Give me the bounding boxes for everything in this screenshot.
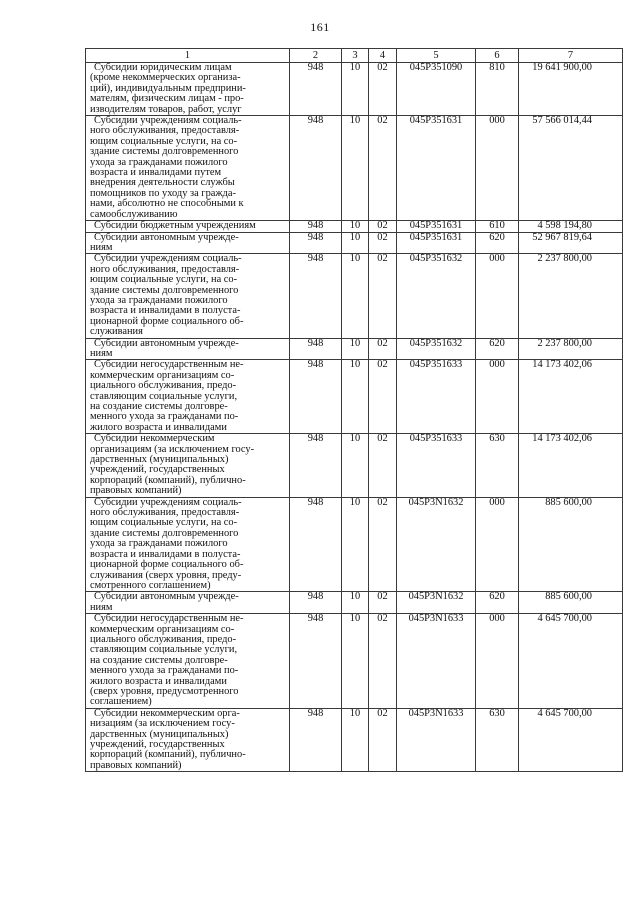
description-line: возраста и инвалидами путем xyxy=(90,167,222,179)
expense-type-cell: 620 xyxy=(476,232,519,254)
description-cell xyxy=(86,254,290,338)
description-line: ухода за гражданами пожилого xyxy=(90,156,228,168)
description-line: ставляющим социальные услуги, xyxy=(90,644,238,656)
table-row xyxy=(86,497,623,592)
description-line: жилого возраста и инвалидами xyxy=(90,675,227,687)
ministry-code-cell: 948 xyxy=(290,221,342,232)
section-code-cell: 10 xyxy=(342,497,369,592)
ministry-code-cell: 948 xyxy=(290,497,342,592)
table-row xyxy=(86,614,623,709)
target-article-cell: 045P3N1633 xyxy=(397,708,476,771)
description-cell xyxy=(86,232,290,254)
description-line: Субсидии учреждениям социаль- xyxy=(94,115,242,127)
expense-type-cell: 620 xyxy=(476,338,519,360)
description-line: здание системы долговременного xyxy=(90,527,239,539)
description-line: на создание системы долговре- xyxy=(90,654,228,666)
description-line: здание системы долговременного xyxy=(90,284,239,296)
expense-type-cell: 000 xyxy=(476,254,519,338)
ministry-code-cell: 948 xyxy=(290,254,342,338)
description-line: ционарной форме социального об- xyxy=(90,315,244,327)
amount-cell: 4 645 700,00 xyxy=(519,614,623,709)
expense-type-cell: 000 xyxy=(476,614,519,709)
amount-cell: 52 967 819,64 xyxy=(519,232,623,254)
description-line: ционарной форме социального об- xyxy=(90,559,244,571)
description-line: коммерческим организациям со- xyxy=(90,369,235,381)
description-line: низациям (за исключением госу- xyxy=(90,718,235,730)
description-cell xyxy=(86,63,290,116)
subsection-code-cell: 02 xyxy=(369,614,397,709)
description-cell xyxy=(86,338,290,360)
description-line: правовых компаний) xyxy=(90,759,182,771)
table-row xyxy=(86,592,623,614)
expense-type-cell: 610 xyxy=(476,221,519,232)
header-cell: 2 xyxy=(290,49,342,63)
table-row xyxy=(86,338,623,360)
description-line: коммерческим организациям со- xyxy=(90,623,235,635)
description-cell xyxy=(86,497,290,592)
amount-cell: 885 600,00 xyxy=(519,497,623,592)
section-code-cell: 10 xyxy=(342,63,369,116)
header-cell: 7 xyxy=(519,49,623,63)
description-line: служивания (сверх уровня, преду- xyxy=(90,569,242,581)
amount-cell: 2 237 800,00 xyxy=(519,338,623,360)
target-article-cell: 045P3N1632 xyxy=(397,592,476,614)
table-row xyxy=(86,232,623,254)
table-row xyxy=(86,63,623,116)
header-cell: 6 xyxy=(476,49,519,63)
subsection-code-cell: 02 xyxy=(369,708,397,771)
subsection-code-cell: 02 xyxy=(369,360,397,434)
description-line: (кроме некоммерческих организа- xyxy=(90,72,241,84)
expense-type-cell: 000 xyxy=(476,497,519,592)
table-row xyxy=(86,221,623,232)
description-line: соглашением) xyxy=(90,696,152,708)
table-row xyxy=(86,254,623,338)
description-line: организациям (за исключением госу- xyxy=(90,443,255,455)
subsection-code-cell: 02 xyxy=(369,116,397,221)
description-line: Субсидии юридическим лицам xyxy=(94,62,232,73)
description-line: возраста и инвалидами в полуста- xyxy=(90,548,241,560)
description-line: возраста и инвалидами в полуста- xyxy=(90,305,241,317)
description-cell xyxy=(86,592,290,614)
amount-cell: 14 173 402,06 xyxy=(519,434,623,497)
subsection-code-cell: 02 xyxy=(369,338,397,360)
ministry-code-cell: 948 xyxy=(290,592,342,614)
description-cell xyxy=(86,614,290,709)
description-line: Субсидии негосударственным не- xyxy=(94,359,244,371)
amount-cell: 19 641 900,00 xyxy=(519,63,623,116)
header-cell: 1 xyxy=(86,49,290,63)
description-line: ниям xyxy=(90,241,113,253)
header-cell: 3 xyxy=(342,49,369,63)
amount-cell: 885 600,00 xyxy=(519,592,623,614)
target-article-cell: 045P351632 xyxy=(397,254,476,338)
ministry-code-cell: 948 xyxy=(290,232,342,254)
ministry-code-cell: 948 xyxy=(290,360,342,434)
section-code-cell: 10 xyxy=(342,614,369,709)
description-line: ухода за гражданами пожилого xyxy=(90,294,228,306)
description-line: учреждений, государственных xyxy=(90,739,225,750)
amount-cell: 14 173 402,06 xyxy=(519,360,623,434)
subsection-code-cell: 02 xyxy=(369,592,397,614)
description-line: Субсидии негосударственным не- xyxy=(94,613,244,625)
description-line: (сверх уровня, предусмотренного xyxy=(90,685,239,697)
subsection-code-cell: 02 xyxy=(369,254,397,338)
description-line: нами, абсолютно не способными к xyxy=(90,198,244,210)
description-line: ниям xyxy=(90,601,113,613)
description-line: Субсидии учреждениям социаль- xyxy=(94,496,242,508)
header-cell: 4 xyxy=(369,49,397,63)
expense-type-cell: 620 xyxy=(476,592,519,614)
description-cell xyxy=(86,708,290,771)
section-code-cell: 10 xyxy=(342,221,369,232)
description-line: смотренного соглашением) xyxy=(90,579,211,591)
description-line: ющим социальные услуги, на со- xyxy=(90,135,238,147)
description-cell xyxy=(86,360,290,434)
description-line: ного обслуживания, предоставля- xyxy=(90,263,240,275)
section-code-cell: 10 xyxy=(342,360,369,434)
description-line: Субсидии автономным учрежде- xyxy=(94,231,239,243)
description-line: внедрения деятельности службы xyxy=(90,177,235,189)
description-line: Субсидии автономным учрежде- xyxy=(94,337,239,349)
target-article-cell: 045P351090 xyxy=(397,63,476,116)
budget-table xyxy=(85,48,623,772)
table-row xyxy=(86,708,623,771)
expense-type-cell: 630 xyxy=(476,708,519,771)
description-line: самообслуживанию xyxy=(90,208,178,220)
description-line: Субсидии некоммерческим орга- xyxy=(94,707,240,719)
description-cell xyxy=(86,221,290,232)
subsection-code-cell: 02 xyxy=(369,221,397,232)
description-line: ставляющим социальные услуги, xyxy=(90,390,238,402)
description-line: ющим социальные услуги, на со- xyxy=(90,274,238,286)
description-cell xyxy=(86,434,290,497)
amount-cell: 4 598 194,80 xyxy=(519,221,623,232)
section-code-cell: 10 xyxy=(342,232,369,254)
expense-type-cell: 630 xyxy=(476,434,519,497)
expense-type-cell: 000 xyxy=(476,116,519,221)
section-code-cell: 10 xyxy=(342,338,369,360)
subsection-code-cell: 02 xyxy=(369,434,397,497)
target-article-cell: 045P351631 xyxy=(397,116,476,221)
table-header-row xyxy=(86,49,623,63)
description-line: изводителям товаров, работ, услуг xyxy=(90,103,242,115)
description-line: здание системы долговременного xyxy=(90,146,239,158)
ministry-code-cell: 948 xyxy=(290,338,342,360)
description-line: корпораций (компаний), публично- xyxy=(90,749,246,761)
description-line: ного обслуживания, предоставля- xyxy=(90,125,240,137)
description-line: Субсидии автономным учрежде- xyxy=(94,591,239,603)
amount-cell: 57 566 014,44 xyxy=(519,116,623,221)
description-line: Субсидии учреждениям социаль- xyxy=(94,253,242,265)
target-article-cell: 045P351633 xyxy=(397,360,476,434)
subsection-code-cell: 02 xyxy=(369,232,397,254)
description-line: менного ухода за гражданами по- xyxy=(90,411,239,423)
expense-type-cell: 810 xyxy=(476,63,519,116)
description-line: Субсидии некоммерческим xyxy=(94,433,215,445)
description-line: корпораций (компаний), публично- xyxy=(90,474,246,486)
ministry-code-cell: 948 xyxy=(290,63,342,116)
description-line: ухода за гражданами пожилого xyxy=(90,538,228,550)
description-line: дарственных (муниципальных) xyxy=(90,728,229,740)
amount-cell: 2 237 800,00 xyxy=(519,254,623,338)
section-code-cell: 10 xyxy=(342,116,369,221)
section-code-cell: 10 xyxy=(342,708,369,771)
section-code-cell: 10 xyxy=(342,592,369,614)
ministry-code-cell: 948 xyxy=(290,614,342,709)
ministry-code-cell: 948 xyxy=(290,708,342,771)
target-article-cell: 045P351633 xyxy=(397,434,476,497)
description-line: ного обслуживания, предоставля- xyxy=(90,507,240,519)
target-article-cell: 045P351632 xyxy=(397,338,476,360)
target-article-cell: 045P3N1632 xyxy=(397,497,476,592)
table-row xyxy=(86,116,623,221)
description-line: менного ухода за гражданами по- xyxy=(90,665,239,677)
description-line: помощников по уходу за гражда- xyxy=(90,187,236,199)
subsection-code-cell: 02 xyxy=(369,63,397,116)
section-code-cell: 10 xyxy=(342,434,369,497)
description-cell xyxy=(86,116,290,221)
description-line: на создание системы долговре- xyxy=(90,401,228,412)
description-line: ций), индивидуальным предприни- xyxy=(90,82,246,94)
description-line: ниям xyxy=(90,347,113,359)
ministry-code-cell: 948 xyxy=(290,434,342,497)
description-line: жилого возраста и инвалидами xyxy=(90,421,227,433)
section-code-cell: 10 xyxy=(342,254,369,338)
table-row xyxy=(86,360,623,434)
target-article-cell: 045P351631 xyxy=(397,232,476,254)
target-article-cell: 045P3N1633 xyxy=(397,614,476,709)
target-article-cell: 045P351631 xyxy=(397,221,476,232)
description-line: служивания xyxy=(90,326,143,338)
description-line: Субсидии бюджетным учреждениям xyxy=(94,220,256,232)
description-line: ющим социальные услуги, на со- xyxy=(90,517,238,529)
description-line: циального обслуживания, предо- xyxy=(90,380,237,392)
page-number: 161 xyxy=(310,20,330,34)
table-row xyxy=(86,434,623,497)
description-line: правовых компаний) xyxy=(90,485,182,497)
expense-type-cell: 000 xyxy=(476,360,519,434)
description-line: дарственных (муниципальных) xyxy=(90,454,229,466)
description-line: циального обслуживания, предо- xyxy=(90,633,237,645)
amount-cell: 4 645 700,00 xyxy=(519,708,623,771)
description-line: учреждений, государственных xyxy=(90,464,225,476)
header-cell: 5 xyxy=(397,49,476,63)
description-line: мателям, физическим лицам - про- xyxy=(90,93,244,105)
subsection-code-cell: 02 xyxy=(369,497,397,592)
ministry-code-cell: 948 xyxy=(290,116,342,221)
